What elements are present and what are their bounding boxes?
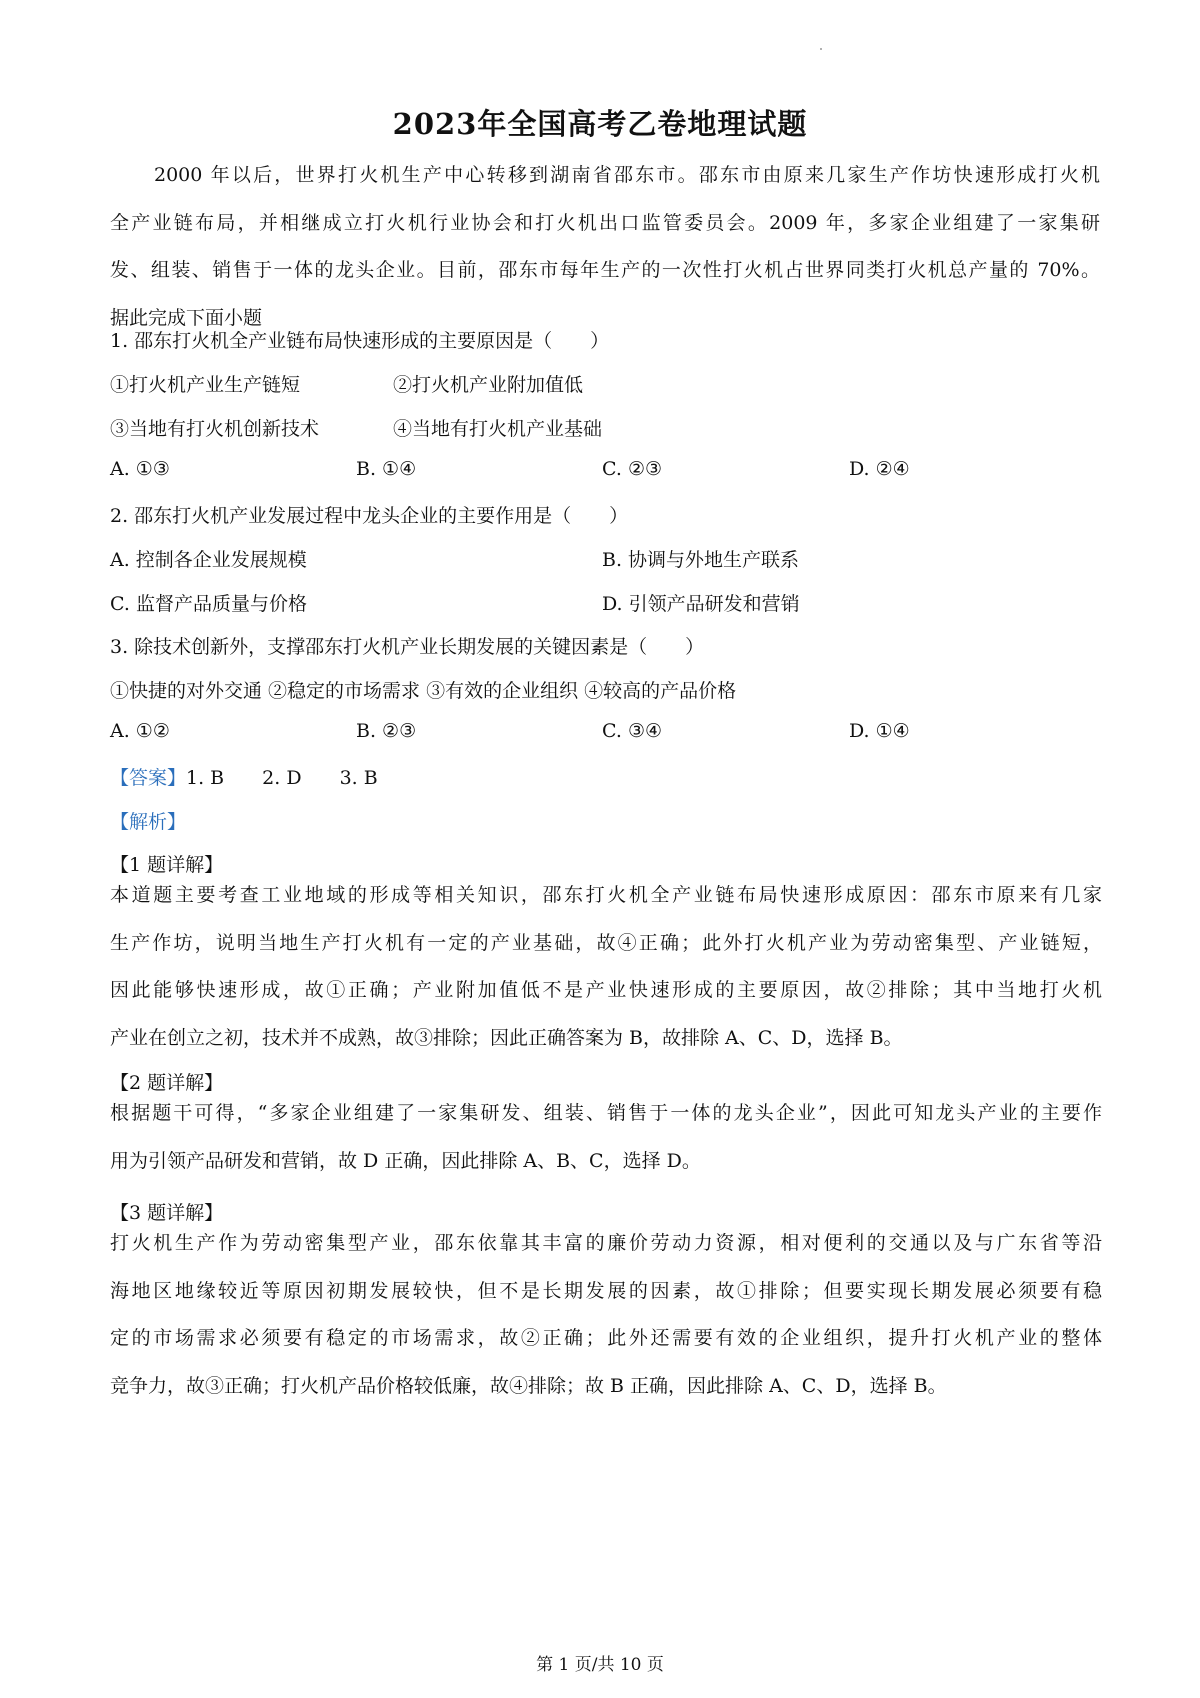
answer-label: 【答案】 <box>110 767 187 789</box>
detail-line: 生产作坊，说明当地生产打火机有一定的产业基础，故④正确；此外打火机产业为劳动密集型、产业链短， <box>110 931 1102 954</box>
intro-line: 2000 年以后，世界打火机生产中心转移到湖南省邵东市。邵东市由原来几家生产作坊快速形成打火机 <box>154 164 1100 186</box>
q2-option-a: A. 控制各企业发展规模 <box>110 549 307 571</box>
q3-option-a: A. ①② <box>110 720 170 742</box>
detail-line: 产业在创立之初，技术并不成熟，故③排除；因此正确答案为 B，故排除 A、C、D，选择 B。 <box>110 1026 903 1049</box>
detail-1-heading: 【1 题详解】 <box>110 854 224 876</box>
detail-line: 用为引领产品研发和营销，故 D 正确，因此排除 A、B、C，选择 D。 <box>110 1149 701 1172</box>
question-3-stem: 3. 除技术创新外，支撑邵东打火机产业长期发展的关键因素是（ ） <box>110 636 705 658</box>
q1-statement-3: ③当地有打火机创新技术 <box>110 418 320 440</box>
q3-option-c: C. ③④ <box>602 720 663 742</box>
detail-line: 打火机生产作为劳动密集型产业，邵东依靠其丰富的廉价劳动力资源，相对便利的交通以及与广东省等沿 <box>110 1232 1102 1254</box>
intro-line: 据此完成下面小题 <box>110 306 263 329</box>
detail-2-heading: 【2 题详解】 <box>110 1072 224 1094</box>
q2-option-c: C. 监督产品质量与价格 <box>110 593 307 615</box>
analysis-label: 【解析】 <box>110 811 187 833</box>
q1-option-c: C. ②③ <box>602 458 663 480</box>
detail-2-paragraph <box>110 1090 1102 1185</box>
detail-3-paragraph <box>110 1220 1102 1410</box>
question-1-stem: 1. 邵东打火机全产业链布局快速形成的主要原因是（ ） <box>110 330 610 352</box>
q1-option-b: B. ①④ <box>356 458 417 480</box>
detail-line: 竞争力，故③正确；打火机产品价格较低廉，故④排除；故 B 正确，因此排除 A、C、D，选择 B。 <box>110 1374 947 1397</box>
detail-line: 因此能够快速形成，故①正确；产业附加值低不是产业快速形成的主要原因，故②排除；其中当地打火机 <box>110 979 1102 1001</box>
answer-2: 2. D <box>262 767 302 789</box>
detail-line: 定的市场需求必须要有稳定的市场需求，故②正确；此外还需要有效的企业组织，提升打火机产业的整体 <box>110 1327 1102 1349</box>
q3-option-b: B. ②③ <box>356 720 417 742</box>
detail-line: 海地区地缘较近等原因初期发展较快，但不是长期发展的因素，故①排除；但要实现长期发展必须要有稳 <box>110 1279 1102 1302</box>
q2-option-d: D. 引领产品研发和营销 <box>602 593 800 615</box>
intro-line: 全产业链布局，并相继成立打火机行业协会和打火机出口监管委员会。2009 年，多家企业组建了一家集研 <box>110 211 1100 234</box>
q1-statement-1: ①打火机产业生产链短 <box>110 374 301 396</box>
q1-option-a: A. ①③ <box>110 458 170 480</box>
q1-statement-4: ④当地有打火机产业基础 <box>393 418 603 440</box>
page-title: 2023年全国高考乙卷地理试题 <box>392 107 808 141</box>
answer-3: 3. B <box>339 767 378 789</box>
answer-row <box>110 763 378 790</box>
detail-line: 本道题主要考查工业地域的形成等相关知识，邵东打火机全产业链布局快速形成原因：邵东市原来有几家 <box>110 884 1102 906</box>
question-2-stem: 2. 邵东打火机产业发展过程中龙头企业的主要作用是（ ） <box>110 505 629 527</box>
intro-paragraph <box>110 152 1100 342</box>
q1-statement-2: ②打火机产业附加值低 <box>393 374 584 396</box>
q2-option-b: B. 协调与外地生产联系 <box>602 549 800 571</box>
detail-3-heading: 【3 题详解】 <box>110 1202 224 1224</box>
page-footer: 第 1 页/共 10 页 <box>536 1655 664 1675</box>
detail-1-paragraph <box>110 872 1102 1062</box>
detail-line: 根据题干可得，“多家企业组建了一家集研发、组装、销售于一体的龙头企业”，因此可知龙头产业的主要作 <box>110 1102 1102 1124</box>
scan-dot <box>820 48 822 50</box>
q1-option-d: D. ②④ <box>849 458 910 480</box>
q3-statements: ①快捷的对外交通 ②稳定的市场需求 ③有效的企业组织 ④较高的产品价格 <box>110 680 737 702</box>
q3-option-d: D. ①④ <box>849 720 910 742</box>
intro-line: 发、组装、销售于一体的龙头企业。目前，邵东市每年生产的一次性打火机占世界同类打火机总产量的 70%。 <box>110 259 1100 281</box>
answer-1: 1. B <box>186 767 225 789</box>
